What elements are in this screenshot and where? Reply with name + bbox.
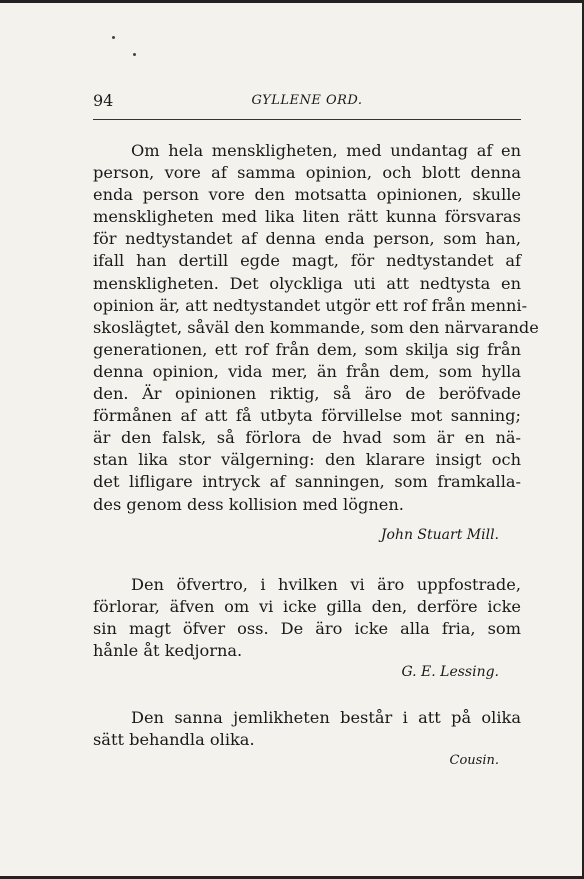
text-line: enda person vore den motsatta opinionen, skulle [93, 185, 521, 205]
text-line: denna opinion, vida mer, än från dem, som hylla [93, 361, 521, 381]
text-line: des genom dess kollision med lögnen. [93, 494, 404, 514]
speck-mark [112, 36, 115, 39]
text-line: är den falsk, så förlora de hvad som är en nä- [93, 428, 521, 448]
quote-cousin [93, 707, 521, 751]
text-line: sin magt öfver oss. De äro icke alla fria, som [93, 619, 521, 639]
quote-lessing [93, 574, 521, 662]
text-line: förmånen af att få utbyta förvillelse mot sanning; [93, 406, 521, 426]
running-title: GYLLENE ORD. [251, 93, 363, 108]
quote-mill [93, 140, 539, 516]
text-line: menskligheten med lika liten rätt kunna försvaras [93, 207, 521, 227]
text-line: skoslägtet, såväl den kommande, som den närvarande [93, 317, 539, 337]
speck-mark [133, 53, 136, 56]
text-line: generationen, ett rof från dem, som skilja sig från [93, 339, 521, 359]
text-line: ifall han dertill egde magt, för nedtystandet af [93, 251, 521, 271]
text-line: Om hela menskligheten, med undantag af en [131, 141, 521, 160]
text-line: hånle åt kedjorna. [93, 641, 243, 661]
text-line: menskligheten. Det olyckliga uti att nedtysta en [93, 273, 521, 293]
attribution-mill: John Stuart Mill. [380, 527, 499, 543]
page-number: 94 [93, 91, 114, 110]
text-line: opinion är, att nedtystandet utgör ett rof från menni- [93, 295, 528, 315]
attribution-lessing: G. E. Lessing. [401, 664, 499, 680]
text-line: för nedtystandet af denna enda person, som han, [93, 229, 521, 249]
attribution-cousin: Cousin. [449, 753, 499, 768]
text-line: person, vore af samma opinion, och blott denna [93, 163, 521, 183]
text-line: stan lika stor välgerning: den klarare insigt och [93, 450, 521, 470]
text-line: Den öfvertro, i hvilken vi äro uppfostrade, [131, 575, 521, 594]
text-line: den. Är opinionen riktig, så äro de beröfvade [93, 384, 521, 404]
header-rule [93, 119, 521, 120]
text-line: förlorar, äfven om vi icke gilla den, derföre icke [93, 597, 521, 617]
text-line: sätt behandla olika. [93, 730, 255, 750]
text-line: Den sanna jemlikheten består i att på olika [131, 708, 521, 727]
text-line: det lifligare intryck af sanningen, som framkalla- [93, 472, 521, 492]
page-header [93, 91, 521, 115]
